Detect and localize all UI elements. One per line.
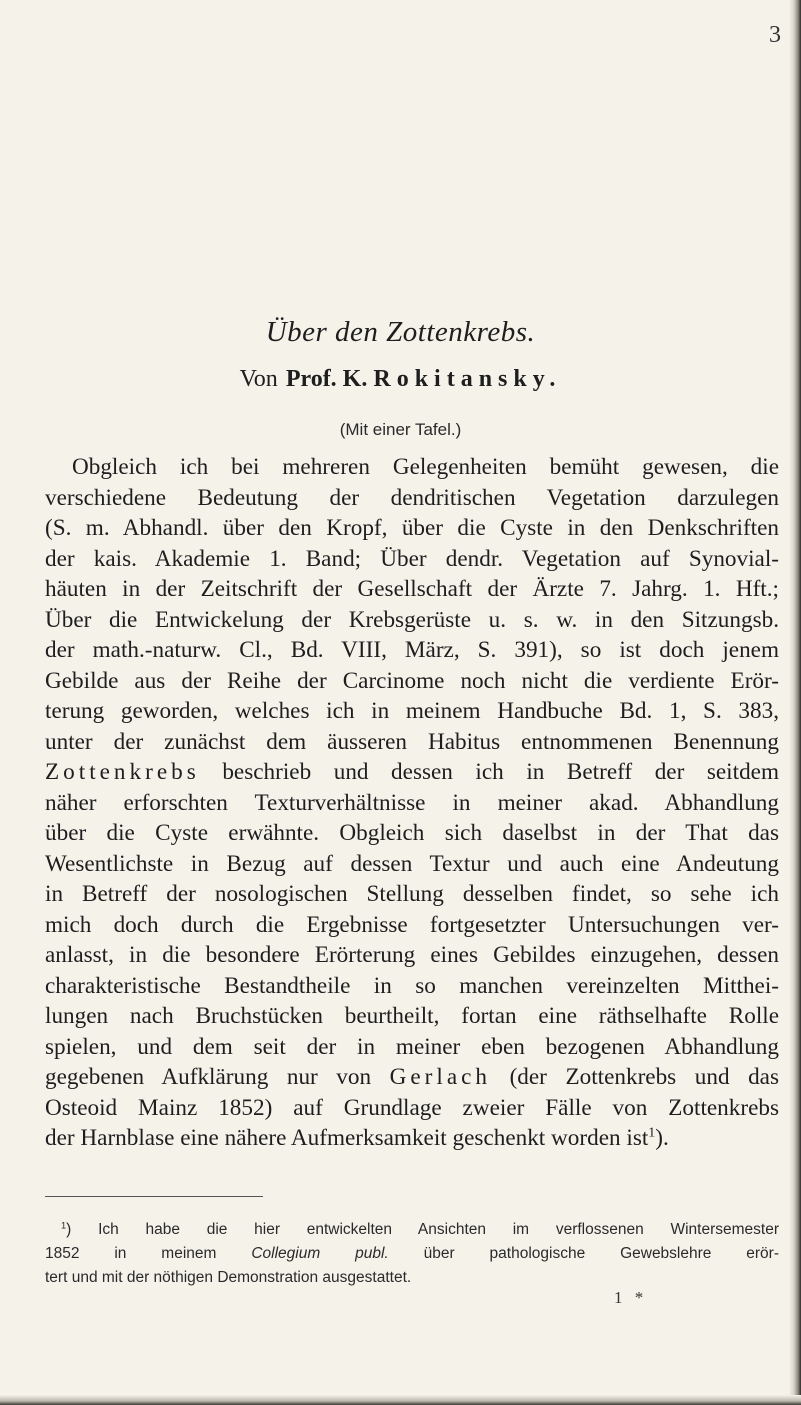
body-line: Osteoid Mainz 1852) auf Grundlage zweier Fälle von Zottenkrebs xyxy=(45,1094,779,1121)
page-edge-shadow xyxy=(789,0,801,1405)
footnote-ref: 1 xyxy=(648,1125,656,1141)
body-line: näher erforschten Texturverhältnisse in meiner akad. Abhandlung xyxy=(45,789,779,816)
body-line: unter der zunächst dem äusseren Habitus entnommenen Benennung xyxy=(45,728,779,755)
body-line: in Betreff der nosologischen Stellung desselben findet, so sehe ich xyxy=(45,881,779,907)
footnote-line: tert und mit der nöthigen Demonstration ausgestattet. xyxy=(45,1269,412,1286)
author-line xyxy=(0,366,801,393)
author-prefix: Von xyxy=(239,366,278,392)
body-line: der math.-naturw. Cl., Bd. VIII, März, S. 391), so ist doch jenem xyxy=(45,637,779,663)
body-line: gegebenen Aufklärung nur von Gerlach (der Zottenkrebs und das xyxy=(45,1064,779,1090)
body-line: Gebilde aus der Reihe der Carcinome noch nicht die verdiente Erör- xyxy=(45,667,779,694)
article-title: Über den Zottenkrebs. xyxy=(265,316,536,348)
sheet-signature: 1 * xyxy=(614,1288,648,1307)
author-title: Prof. K. xyxy=(285,366,368,392)
body-line: mich doch durch die Ergebnisse fortgesetzter Untersuchungen ver- xyxy=(45,911,779,938)
body-line: (S. m. Abhandl. über den Kropf, über die Cyste in den Denkschriften xyxy=(45,515,779,541)
body-line: verschiedene Bedeutung der dendritischen Vegetation darzulegen xyxy=(45,484,779,511)
body-line: Wesentlichste in Bezug auf dessen Textur und auch eine Andeutung xyxy=(45,850,779,877)
body-line: Obgleich ich bei mehreren Gelegenheiten bemüht gewesen, die xyxy=(72,454,779,480)
footnote-marker: 1 xyxy=(61,1220,67,1231)
spaced-term: Zottenkrebs xyxy=(45,759,200,785)
body-line: der kais. Akademie 1. Band; Über dendr. Vegetation auf Synovial- xyxy=(45,545,779,572)
body-line: häuten in der Zeitschrift der Gesellschaft der Ärzte 7. Jahrg. 1. Hft.; xyxy=(45,576,779,602)
body-line: anlasst, in die besondere Erörterung eines Gebildes einzugehen, dessen xyxy=(45,942,779,968)
body-line: terung geworden, welches ich in meinem Handbuche Bd. 1, S. 383, xyxy=(45,698,779,724)
footnote-line: 1852 in meinem Collegium publ. über pathologische Gewebslehre erör- xyxy=(45,1245,780,1262)
body-line: Über die Entwickelung der Krebsgerüste u. s. w. in den Sitzungsb. xyxy=(45,606,779,633)
spaced-name: Gerlach xyxy=(389,1064,492,1090)
body-line: spielen, und dem seit der in meiner eben bezogenen Abhandlung xyxy=(45,1033,779,1060)
body-line: Zottenkrebs beschrieb und dessen ich in Betreff der seitdem xyxy=(45,759,779,785)
footnote-line: $^1$) Ich habe die hier entwickelten Ansichten im verflossenen Wintersemester xyxy=(61,1220,779,1238)
body-line: lungen nach Bruchstücken beurtheilt, fortan eine räthselhafte Rolle xyxy=(45,1003,779,1029)
page-number: 3 xyxy=(769,22,781,48)
footnote-divider xyxy=(45,1196,263,1197)
footnote xyxy=(45,1218,779,1290)
body-line: über die Cyste erwähnte. Obgleich sich daselbst in der That das xyxy=(45,820,779,846)
plate-note: (Mit einer Tafel.) xyxy=(339,420,462,439)
body-line: der Harnblase eine nähere Aufmerksamkeit geschenkt worden ist$^1$). xyxy=(45,1125,669,1151)
author-name: Rokitansky. xyxy=(373,366,562,392)
body-paragraph xyxy=(45,452,779,1154)
body-line: charakteristische Bestandtheile in so manchen vereinzelten Mitthei- xyxy=(45,972,779,999)
page-bottom-edge xyxy=(0,1395,801,1405)
